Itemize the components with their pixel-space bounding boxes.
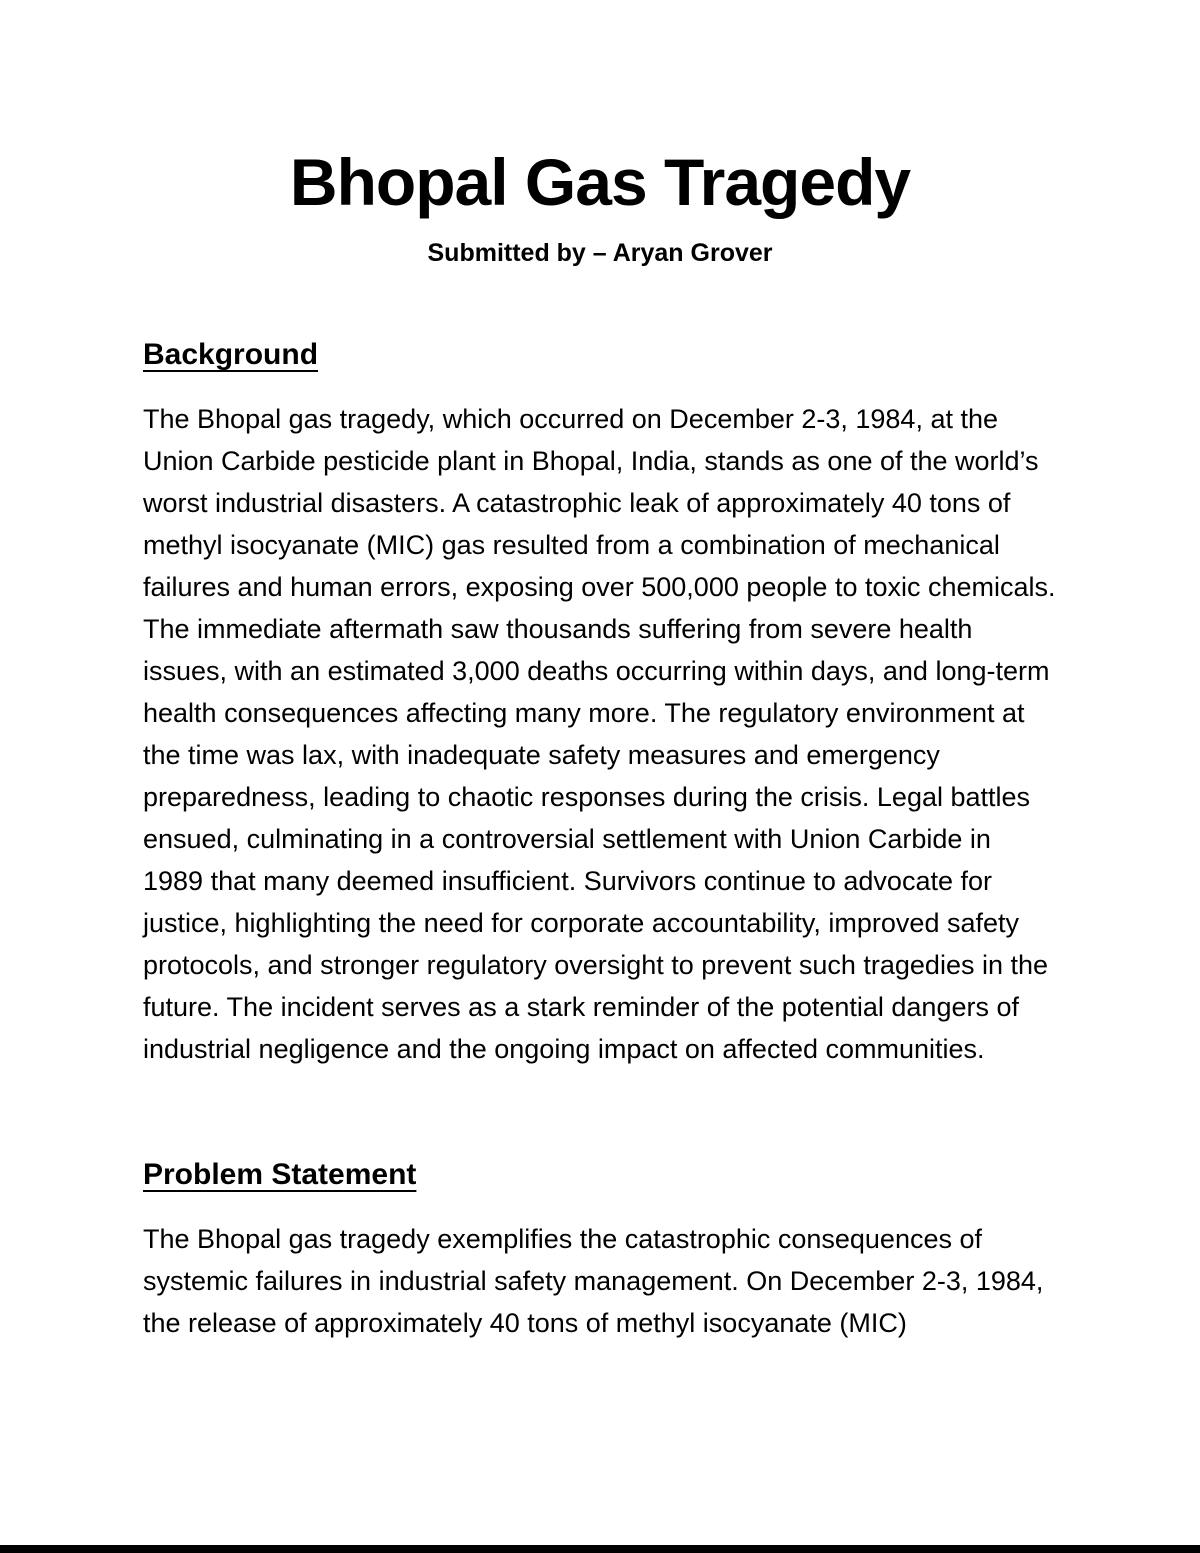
section-heading-background: Background [143,338,319,372]
document-byline: Submitted by – Aryan Grover [427,239,773,268]
document-title: Bhopal Gas Tragedy [289,145,911,219]
section-body-problem-statement: The Bhopal gas tragedy exemplifies the catastrophic consequences of systemic failures in industrial safety management. On December 2-3, 1984, the release of approximately 40 tons of methyl isocyanate (MIC) [143,1224,1044,1339]
page-bottom-edge [0,1545,1200,1553]
section-background [143,338,1057,1070]
section-problem-statement [143,1158,1057,1344]
section-heading-problem-statement: Problem Statement [143,1158,417,1192]
section-body-background: The Bhopal gas tragedy, which occurred on December 2-3, 1984, at the Union Carbide pesticide plant in Bhopal, India, stands as one of the world’s worst industrial disasters. A catastrophic leak of approximately 40 tons of methyl isocyanate (MIC) gas resulted from a combination of mechanical failures and human errors, exposing over 500,000 people to toxic chemicals. The immediate aftermath saw thousands suffering from severe health issues, with an estimated 3,000 deaths occurring within days, and long-term health consequences affecting many more. The regulatory environment at the time was lax, with inadequate safety measures and emergency preparedness, leading to chaotic responses during the crisis. Legal battles ensued, culminating in a controversial settlement with Union Carbide in 1989 that many deemed insufficient. Survivors continue to advocate for justice, highlighting the need for corporate accountability, improved safety protocols, and stronger regulatory oversight to prevent such tragedies in the future. The incident serves as a stark reminder of the potential dangers of industrial negligence and the ongoing impact on affected communities. [143,404,1056,1065]
